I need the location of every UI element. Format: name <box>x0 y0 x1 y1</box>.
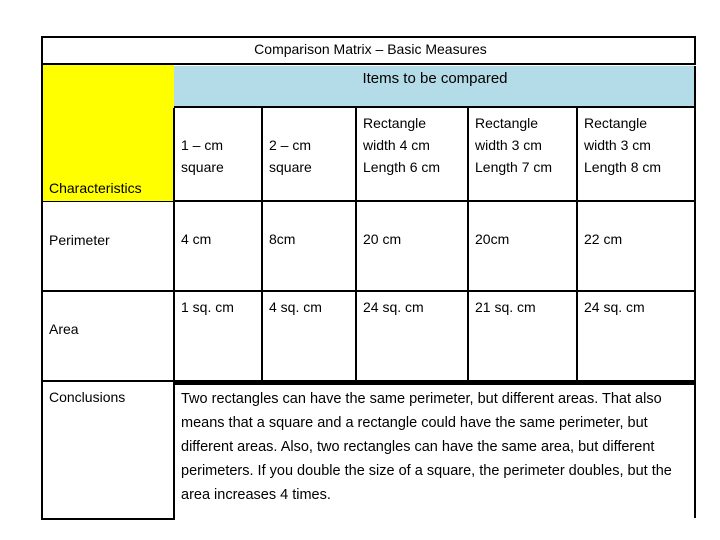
area-cell-5: 24 sq. cm <box>584 299 645 315</box>
label-perimeter: Perimeter <box>49 232 110 248</box>
conclusion-text: Two rectangles can have the same perimeter, but different areas. That also means that a square and a rectangle could have the same perimeter, but different areas. Also, two rectangles can have the same area, but different perimeters. If you double the size of a square, the perimeter doubles, but the area increases 4 times. <box>181 391 672 503</box>
conclusion-right-border <box>694 384 696 518</box>
area-cell-4: 21 sq. cm <box>475 299 536 315</box>
table-right-border <box>694 108 696 384</box>
item-header-2: 2 – cm square <box>269 137 312 175</box>
table-bottom-border <box>41 518 175 520</box>
title-row <box>41 36 696 65</box>
item-header-1: 1 – cm square <box>181 137 224 175</box>
area-cell-3: 24 sq. cm <box>363 299 424 315</box>
table-left-border <box>41 202 43 520</box>
perimeter-cell-3: 20 cm <box>363 231 402 247</box>
page-title: Comparison Matrix – Basic Measures <box>254 41 487 57</box>
label-column-divider <box>173 108 175 520</box>
perimeter-cell-1: 4 cm <box>181 231 212 247</box>
row-divider-area-bold <box>174 382 696 385</box>
label-conclusions: Conclusions <box>49 389 126 405</box>
area-cell-2: 4 sq. cm <box>269 299 322 315</box>
item-header-3: Rectangle width 4 cm Length 6 cm <box>363 115 441 175</box>
column-divider-2 <box>355 108 357 384</box>
area-cell-1: 1 sq. cm <box>181 299 234 315</box>
perimeter-cell-2: 8cm <box>269 231 296 247</box>
row-divider-perimeter <box>41 290 696 292</box>
perimeter-cell-5: 22 cm <box>584 231 623 247</box>
row-divider-items <box>174 200 696 202</box>
item-header-5: Rectangle width 3 cm Length 8 cm <box>584 115 662 175</box>
items-header-label: Items to be compared <box>362 70 508 87</box>
perimeter-cell-4: 20cm <box>475 231 510 247</box>
label-area: Area <box>49 321 79 337</box>
item-header-4: Rectangle width 3 cm Length 7 cm <box>475 115 553 175</box>
column-divider-3 <box>467 108 469 384</box>
column-divider-1 <box>261 108 263 384</box>
label-characteristics: Characteristics <box>49 180 142 196</box>
column-divider-4 <box>576 108 578 384</box>
